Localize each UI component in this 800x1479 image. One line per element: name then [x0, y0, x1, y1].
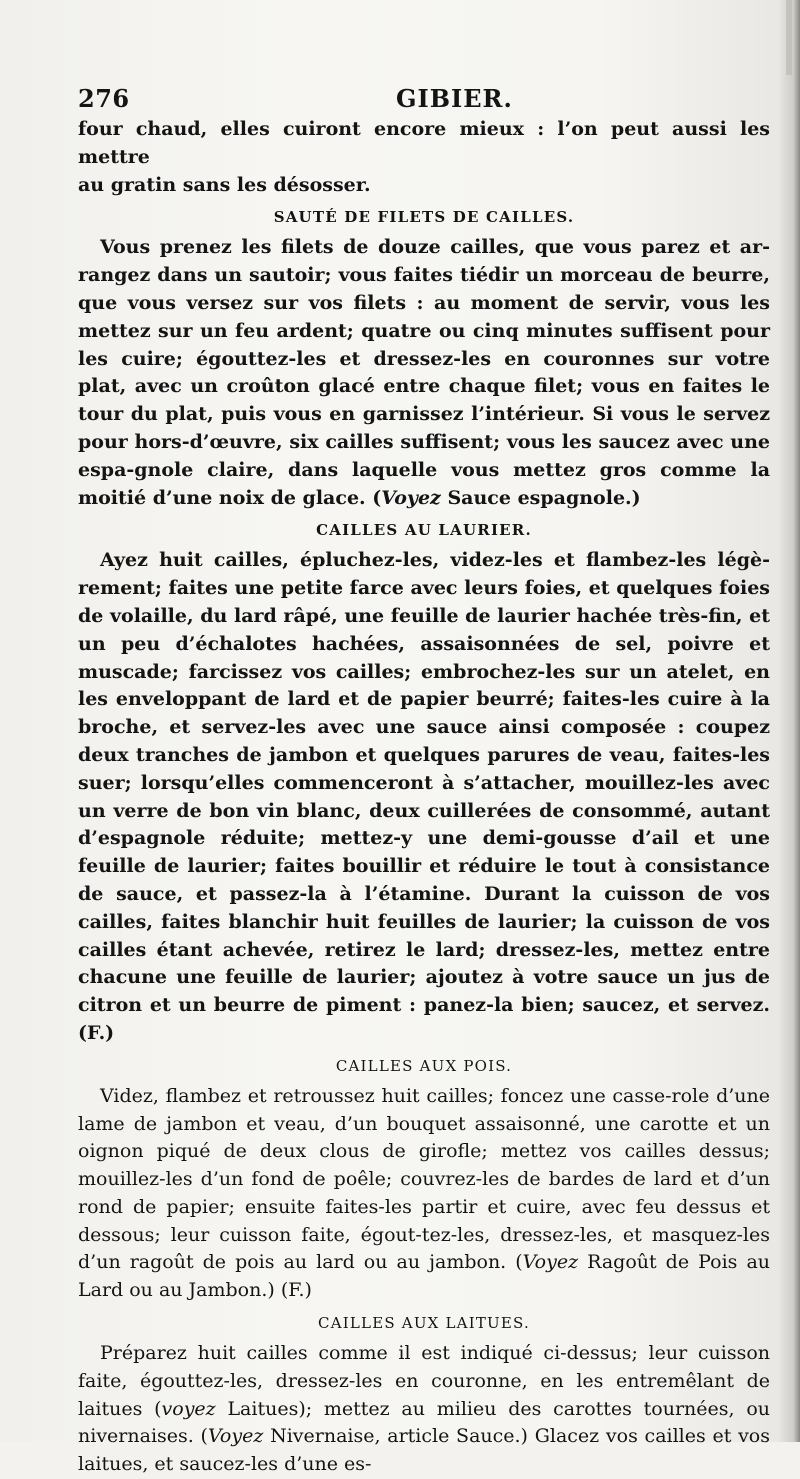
page-content [78, 82, 770, 1479]
recipe-body [78, 1340, 770, 1479]
page-number: 276 [78, 84, 130, 113]
intro-line-1: four chaud, elles cuiront encore mieux : l’on peut aussi les mettre [78, 118, 770, 168]
cross-reference: Voyez [522, 1251, 579, 1274]
recipe-title: CAILLES AUX POIS. [335, 1056, 513, 1075]
recipe-cailles-laurier [78, 520, 770, 1047]
page-edge-mark [786, 0, 792, 75]
recipe-saute-filets [78, 207, 770, 512]
page-edge-shadow [778, 0, 800, 1442]
intro-line-2: au gratin sans les désosser. [78, 173, 371, 196]
recipe-body-text: Laitues); mettez au milieu des carottes tournées, ou nivernaises. ( [78, 1397, 770, 1448]
cross-reference: voyez [161, 1397, 216, 1420]
running-head [78, 82, 770, 116]
cross-reference: Voyez [381, 486, 441, 509]
recipe-body-text: Préparez huit cailles comme il est indiqué ci-dessus; leur cuisson faite, égouttez-les, dressez-les en couronne, en les entremêlant de laitues ( [78, 1342, 770, 1420]
intro-paragraph [78, 116, 770, 199]
recipe-title: SAUTÉ DE FILETS DE CAILLES. [273, 208, 575, 227]
recipe-title: CAILLES AU LAURIER. [316, 521, 532, 540]
recipe-body-text: Videz, flambez et retroussez huit cailles; foncez une casse-role d’une lame de jambon et veau, d’un bouquet assaisonné, une carotte et un oignon piqué de deux clous de girofle; mettez vos cailles dessus; mouillez-les d’un fond de poêle; couvrez-les de bardes de lard et d’un rond de papier; ensuite faites-les partir et cuire, avec feu dessus et dessous; leur cuisson faite, égout-tez-les, dressez-les, et masquez-les d’un ragoût de pois au lard ou au jambon. ( [78, 1084, 770, 1274]
recipe-body-text: Vous prenez les filets de douze cailles, que vous parez et ar-rangez dans un sautoir; vous faites tiédir un morceau de beurre, que vous versez sur vos filets : au moment de servir, vous les mettez sur un feu ardent; quatre ou cinq minutes suffisent pour les cuire; égouttez-les et dressez-les en couronnes sur votre plat, avec un croûton glacé entre chaque filet; vous en faites le tour du plat, puis vous en garnissez l’intérieur. Si vous le servez pour hors-d’œuvre, six cailles suffisent; vous les saucez avec une espa-gnole claire, dans laquelle vous mettez gros comme la moitié d’une noix de glace. ( [78, 236, 770, 509]
recipe-title: CAILLES AUX LAITUES. [318, 1314, 530, 1333]
recipe-body-text-end: Sauce espagnole.) [440, 486, 641, 509]
recipe-cailles-laitues [78, 1313, 770, 1479]
recipe-body [78, 234, 770, 512]
running-title: GIBIER. [396, 84, 513, 113]
recipe-body-text-end: Nivernaise, article Sauce.) Glacez vos cailles et vos laitues, et saucez-les d’une es- [78, 1425, 770, 1476]
recipe-body [78, 1083, 770, 1305]
recipe-body: Ayez huit cailles, épluchez-les, videz-les et flambez-les légè-rement; faites une petite farce avec leurs foies, et quelques foies de volaille, du lard râpé, une feuille de laurier hachée très-fin, et un peu d’échalotes hachées, assaisonnées de sel, poivre et muscade; farcissez vos cailles; embrochez-les sur un atelet, en les enveloppant de lard et de papier beurré; faites-les cuire à la broche, et servez-les avec une sauce ainsi composée : coupez deux tranches de jambon et quelques parures de veau, faites-les suer; lorsqu’elles commenceront à s’attacher, mouillez-les avec un verre de bon vin blanc, deux cuillerées de consommé, autant d’espagnole réduite; mettez-y une demi-gousse d’ail et une feuille de laurier; faites bouillir et réduire le tout à consistance de sauce, et passez-la à l’étamine. Durant la cuisson de vos cailles, faites blanchir huit feuilles de laurier; la cuisson de vos cailles étant achevée, retirez le lard; dressez-les, mettez entre chacune une feuille de laurier; ajoutez à votre sauce un jus de citron et un beurre de piment : panez-la bien; saucez, et servez. (F.) [78, 549, 770, 1044]
recipe-body-text-end: Ragoût de Pois au Lard ou au Jambon.) (F.) [78, 1251, 771, 1302]
recipe-cailles-pois [78, 1056, 770, 1305]
cross-reference: Voyez [207, 1425, 264, 1448]
